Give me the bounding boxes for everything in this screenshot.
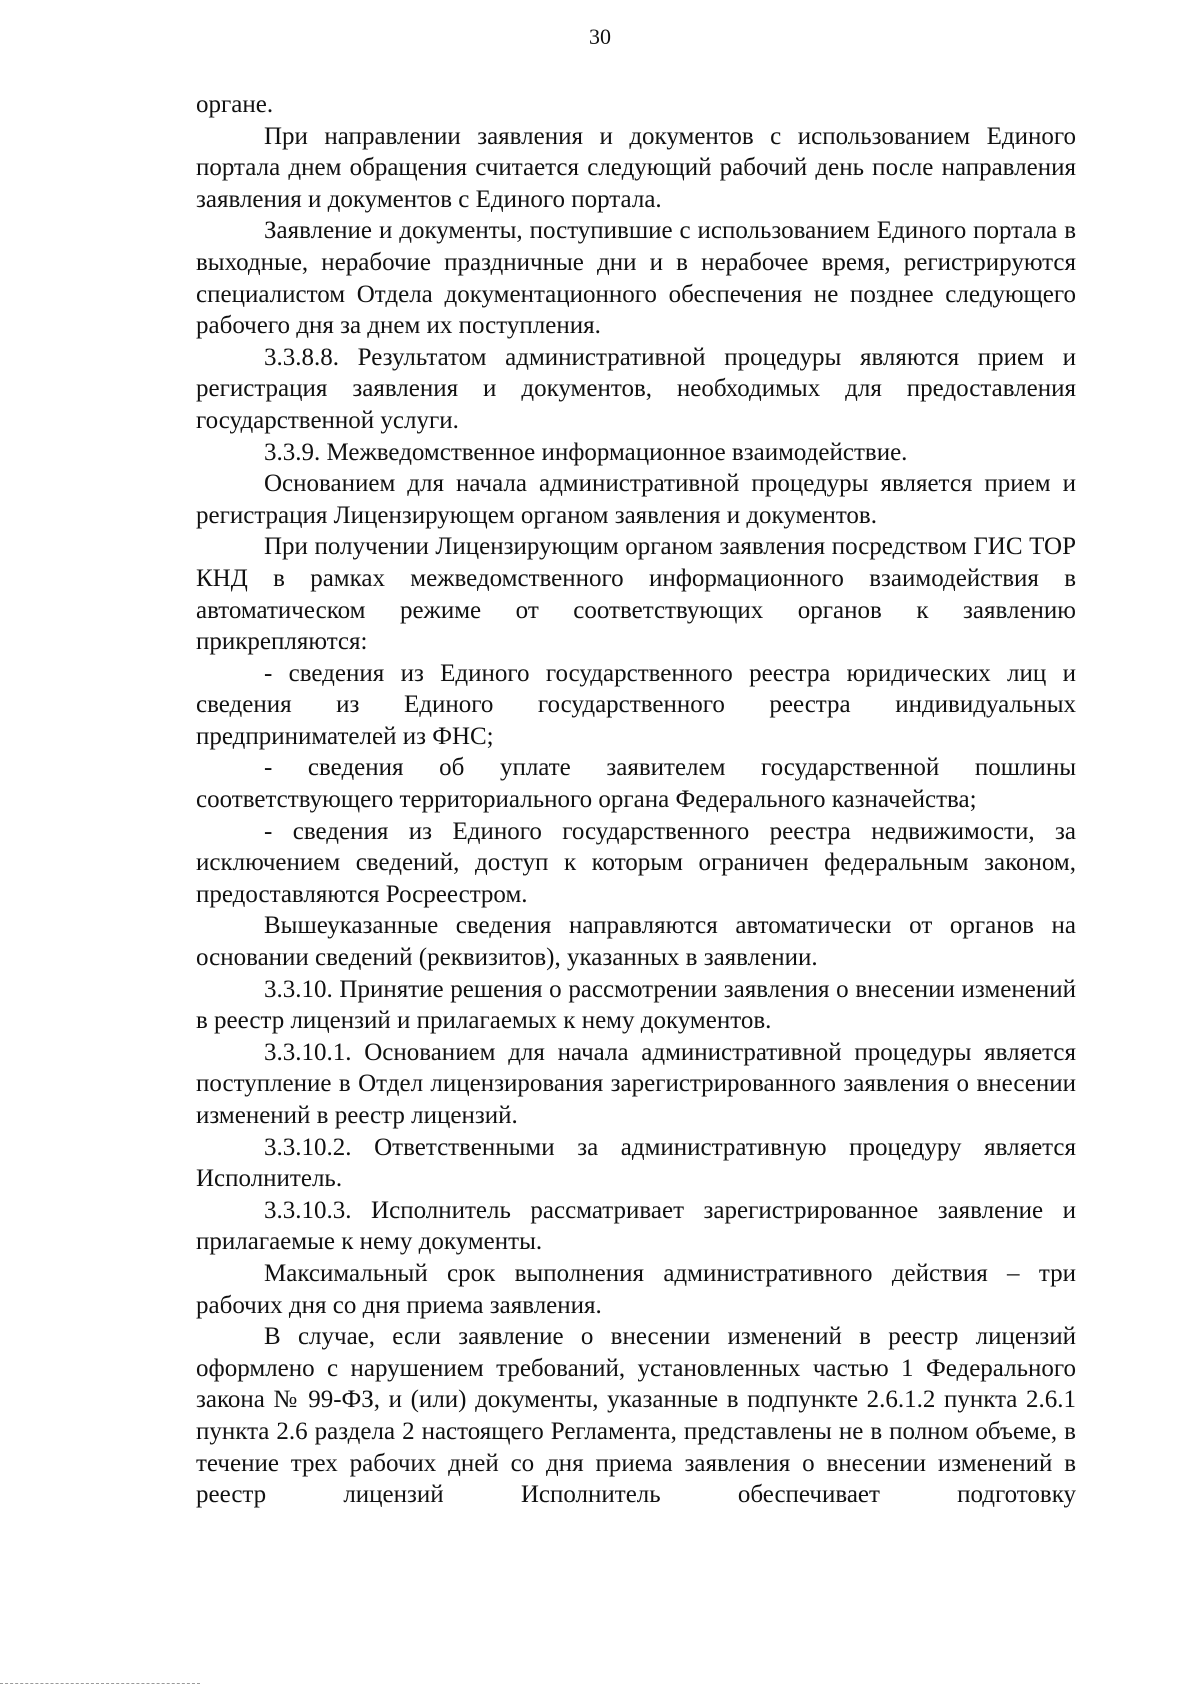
paragraph-3-3-10-3: 3.3.10.3. Исполнитель рассматривает зарегистрированное заявление и прилагаемые к нему документы. [196,1196,1076,1256]
page-number: 30 [589,24,611,49]
paragraph: При получении Лицензирующим органом заявления посредством ГИС ТОР КНД в рамках межведомственного информационного взаимодействия в автоматическом режиме от соответствующих органов к заявлению прикрепляются: [196,533,1076,656]
paragraph: Вышеуказанные сведения направляются автоматически от органов на основании сведений (реквизитов), указанных в заявлении. [196,912,1076,972]
list-item: - сведения из Единого государственного реестра юридических лиц и сведения из Единого государственного реестра индивидуальных предпринимателей из ФНС; [196,659,1076,750]
paragraph-continuation: органе. [196,91,274,118]
document-body [196,89,1076,1511]
paragraph-3-3-9: 3.3.9. Межведомственное информационное взаимодействие. [264,438,908,466]
paragraph: При направлении заявления и документов с использованием Единого портала днем обращения считается следующий рабочий день после направления заявления и документов с Единого портала. [196,122,1076,213]
paragraph: Основанием для начала административной процедуры является прием и регистрация Лицензирующем органом заявления и документов. [196,470,1076,529]
paragraph-3-3-8-8: 3.3.8.8. Результатом административной процедуры являются прием и регистрация заявления и документов, необходимых для предоставления государственной услуги. [196,343,1076,434]
paragraph-3-3-10-1: 3.3.10.1. Основанием для начала административной процедуры является поступление в Отдел лицензирования зарегистрированного заявления о внесении изменений в реестр лицензий. [196,1038,1076,1129]
paragraph-continued: В случае, если заявление о внесении изменений в реестр лицензий оформлено с нарушением требований, установленных частью 1 Федерального закона № 99-ФЗ, и (или) документы, указанные в подпункте 2.6.1.2 пункта 2.6.1 пункта 2.6 раздела 2 настоящего Регламента, представлены не в полном объеме, в течение трех рабочих дней со дня приема заявления о внесении изменений в реестр лицензий Исполнитель обеспечивает подготовку [196,1323,1076,1509]
scan-artifact-line [0,1683,200,1684]
paragraph-3-3-10: 3.3.10. Принятие решения о рассмотрении заявления о внесении изменений в реестр лицензий и прилагаемых к нему документов. [196,975,1076,1035]
paragraph: Максимальный срок выполнения административного действия – три рабочих дня со дня приема заявления. [196,1259,1076,1319]
list-item: - сведения об уплате заявителем государственной пошлины соответствующего территориального органа Федерального казначейства; [196,754,1076,814]
paragraph: Заявление и документы, поступившие с использованием Единого портала в выходные, нерабочие праздничные дни и в нерабочее время, регистрируются специалистом Отдела документационного обеспечения не позднее следующего рабочего дня за днем их поступления. [196,217,1076,340]
list-item: - сведения из Единого государственного реестра недвижимости, за исключением сведений, доступ к которым ограничен федеральным законом, предоставляются Росреестром. [196,817,1076,908]
paragraph-3-3-10-2: 3.3.10.2. Ответственными за административную процедуру является Исполнитель. [196,1133,1076,1193]
